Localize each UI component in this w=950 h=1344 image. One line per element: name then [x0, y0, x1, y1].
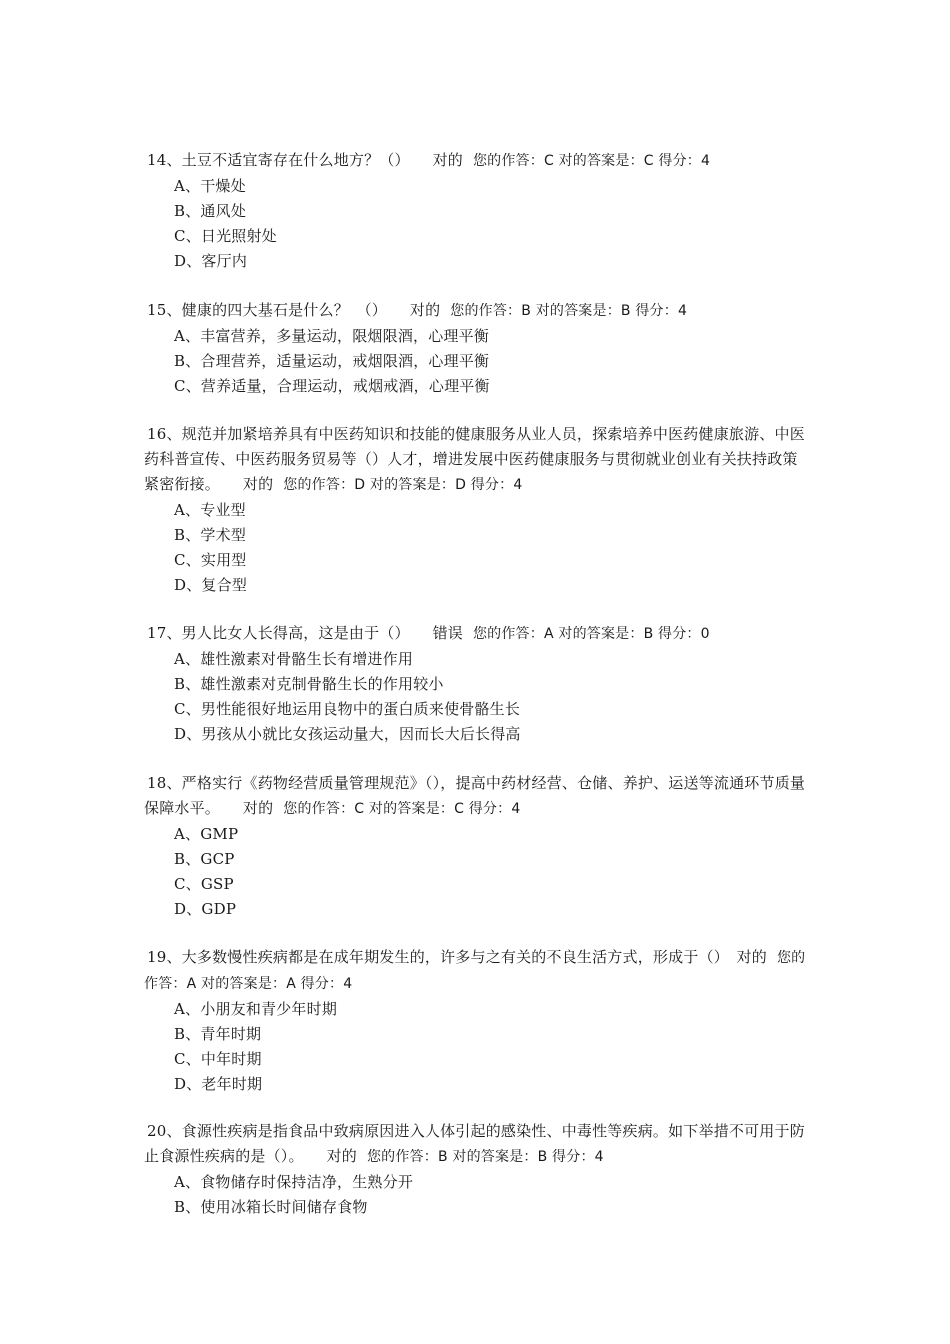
option-c: C、男性能很好地运用良物中的蛋白质来使骨骼生长 — [174, 700, 521, 718]
question-17 — [144, 621, 810, 747]
option-a: A、食物储存时保持洁净，生熟分开 — [174, 1173, 414, 1191]
result-label: 对的 — [326, 1147, 358, 1165]
question-text: 17、男人比女人长得高，这是由于（） — [147, 624, 403, 642]
answer-meta: 您的作答：B 对的答案是：B 得分：4 — [366, 1149, 604, 1165]
question-stem — [144, 148, 810, 174]
option-b: B、雄性激素对克制骨骼生长的作用较小 — [174, 675, 444, 693]
result-label: 对的 — [432, 151, 464, 169]
option-d: D、客厅内 — [174, 252, 248, 270]
option-a: A、干燥处 — [174, 177, 246, 195]
option-b: B、学术型 — [174, 526, 247, 544]
option-c: C、营养适量，合理运动，戒烟戒酒，心理平衡 — [174, 377, 490, 395]
option-b: B、使用冰箱长时间储存食物 — [174, 1198, 368, 1216]
options-list — [144, 498, 810, 598]
option-c: C、中年时期 — [174, 1050, 262, 1068]
option-a: A、丰富营养，多量运动，限烟限酒，心理平衡 — [174, 327, 490, 345]
result-label: 错误 — [432, 624, 464, 642]
options-list — [144, 647, 810, 747]
question-text: 15、健康的四大基石是什么？ （） — [147, 301, 380, 319]
question-stem — [144, 1119, 810, 1170]
result-label: 对的 — [736, 948, 768, 966]
result-label: 对的 — [242, 799, 274, 817]
option-a: A、专业型 — [174, 501, 246, 519]
option-a: A、小朋友和青少年时期 — [174, 1000, 338, 1018]
answer-meta: 您的作答：C 对的答案是：C 得分：4 — [472, 153, 711, 169]
question-stem — [144, 771, 810, 822]
options-list — [144, 174, 810, 274]
options-list — [144, 324, 810, 399]
answer-meta: 您的作答：A 对的答案是：A 得分：4 — [144, 950, 806, 992]
option-d: D、GDP — [174, 900, 237, 918]
question-text: 16、规范并加紧培养具有中医药知识和技能的健康服务从业人员，探索培养中医药健康旅游、中医药科普宣传、中医药服务贸易等（）人才，增进发展中医药健康服务与贯彻就业创业有关扶持政策紧密衔接。 — [144, 425, 805, 493]
question-text: 14、土豆不适宜寄存在什么地方？（） — [147, 151, 403, 169]
question-16 — [144, 422, 810, 598]
option-d: D、复合型 — [174, 576, 248, 594]
question-text: 19、大多数慢性疾病都是在成年期发生的，许多与之有关的不良生活方式，形成于（） — [147, 948, 722, 966]
option-c: C、日光照射处 — [174, 227, 277, 245]
option-c: C、GSP — [174, 875, 234, 893]
answer-meta: 您的作答：C 对的答案是：C 得分：4 — [283, 801, 521, 817]
question-18 — [144, 771, 810, 922]
question-14 — [144, 148, 810, 274]
answer-meta: 您的作答：D 对的答案是：D 得分：4 — [283, 477, 523, 493]
answer-meta: 您的作答：B 对的答案是：B 得分：4 — [450, 303, 688, 319]
answer-meta: 您的作答：A 对的答案是：B 得分：0 — [472, 626, 710, 642]
question-stem — [144, 422, 810, 498]
option-c: C、实用型 — [174, 551, 247, 569]
question-stem — [144, 945, 810, 997]
question-19 — [144, 945, 810, 1097]
question-15 — [144, 298, 810, 399]
option-d: D、老年时期 — [174, 1075, 263, 1093]
option-b: B、GCP — [174, 850, 235, 868]
options-list — [144, 997, 810, 1097]
option-d: D、男孩从小就比女孩运动量大，因而长大后长得高 — [174, 725, 521, 743]
option-a: A、GMP — [174, 825, 239, 843]
result-label: 对的 — [409, 301, 441, 319]
options-list — [144, 822, 810, 922]
option-b: B、通风处 — [174, 202, 247, 220]
result-label: 对的 — [242, 475, 274, 493]
question-text: 18、严格实行《药物经营质量管理规范》（），提高中药材经营、仓储、养护、运送等流通环节质量保障水平。 — [144, 774, 806, 817]
option-b: B、青年时期 — [174, 1025, 262, 1043]
question-text: 20、食源性疾病是指食品中致病原因进入人体引起的感染性、中毒性等疾病。如下举措不可用于防止食源性疾病的是（）。 — [144, 1122, 805, 1165]
question-20 — [144, 1119, 810, 1220]
option-a: A、雄性激素对骨骼生长有增进作用 — [174, 650, 414, 668]
option-b: B、合理营养，适量运动，戒烟限酒，心理平衡 — [174, 352, 490, 370]
question-stem — [144, 621, 810, 647]
options-list — [144, 1170, 810, 1220]
question-stem — [144, 298, 810, 324]
